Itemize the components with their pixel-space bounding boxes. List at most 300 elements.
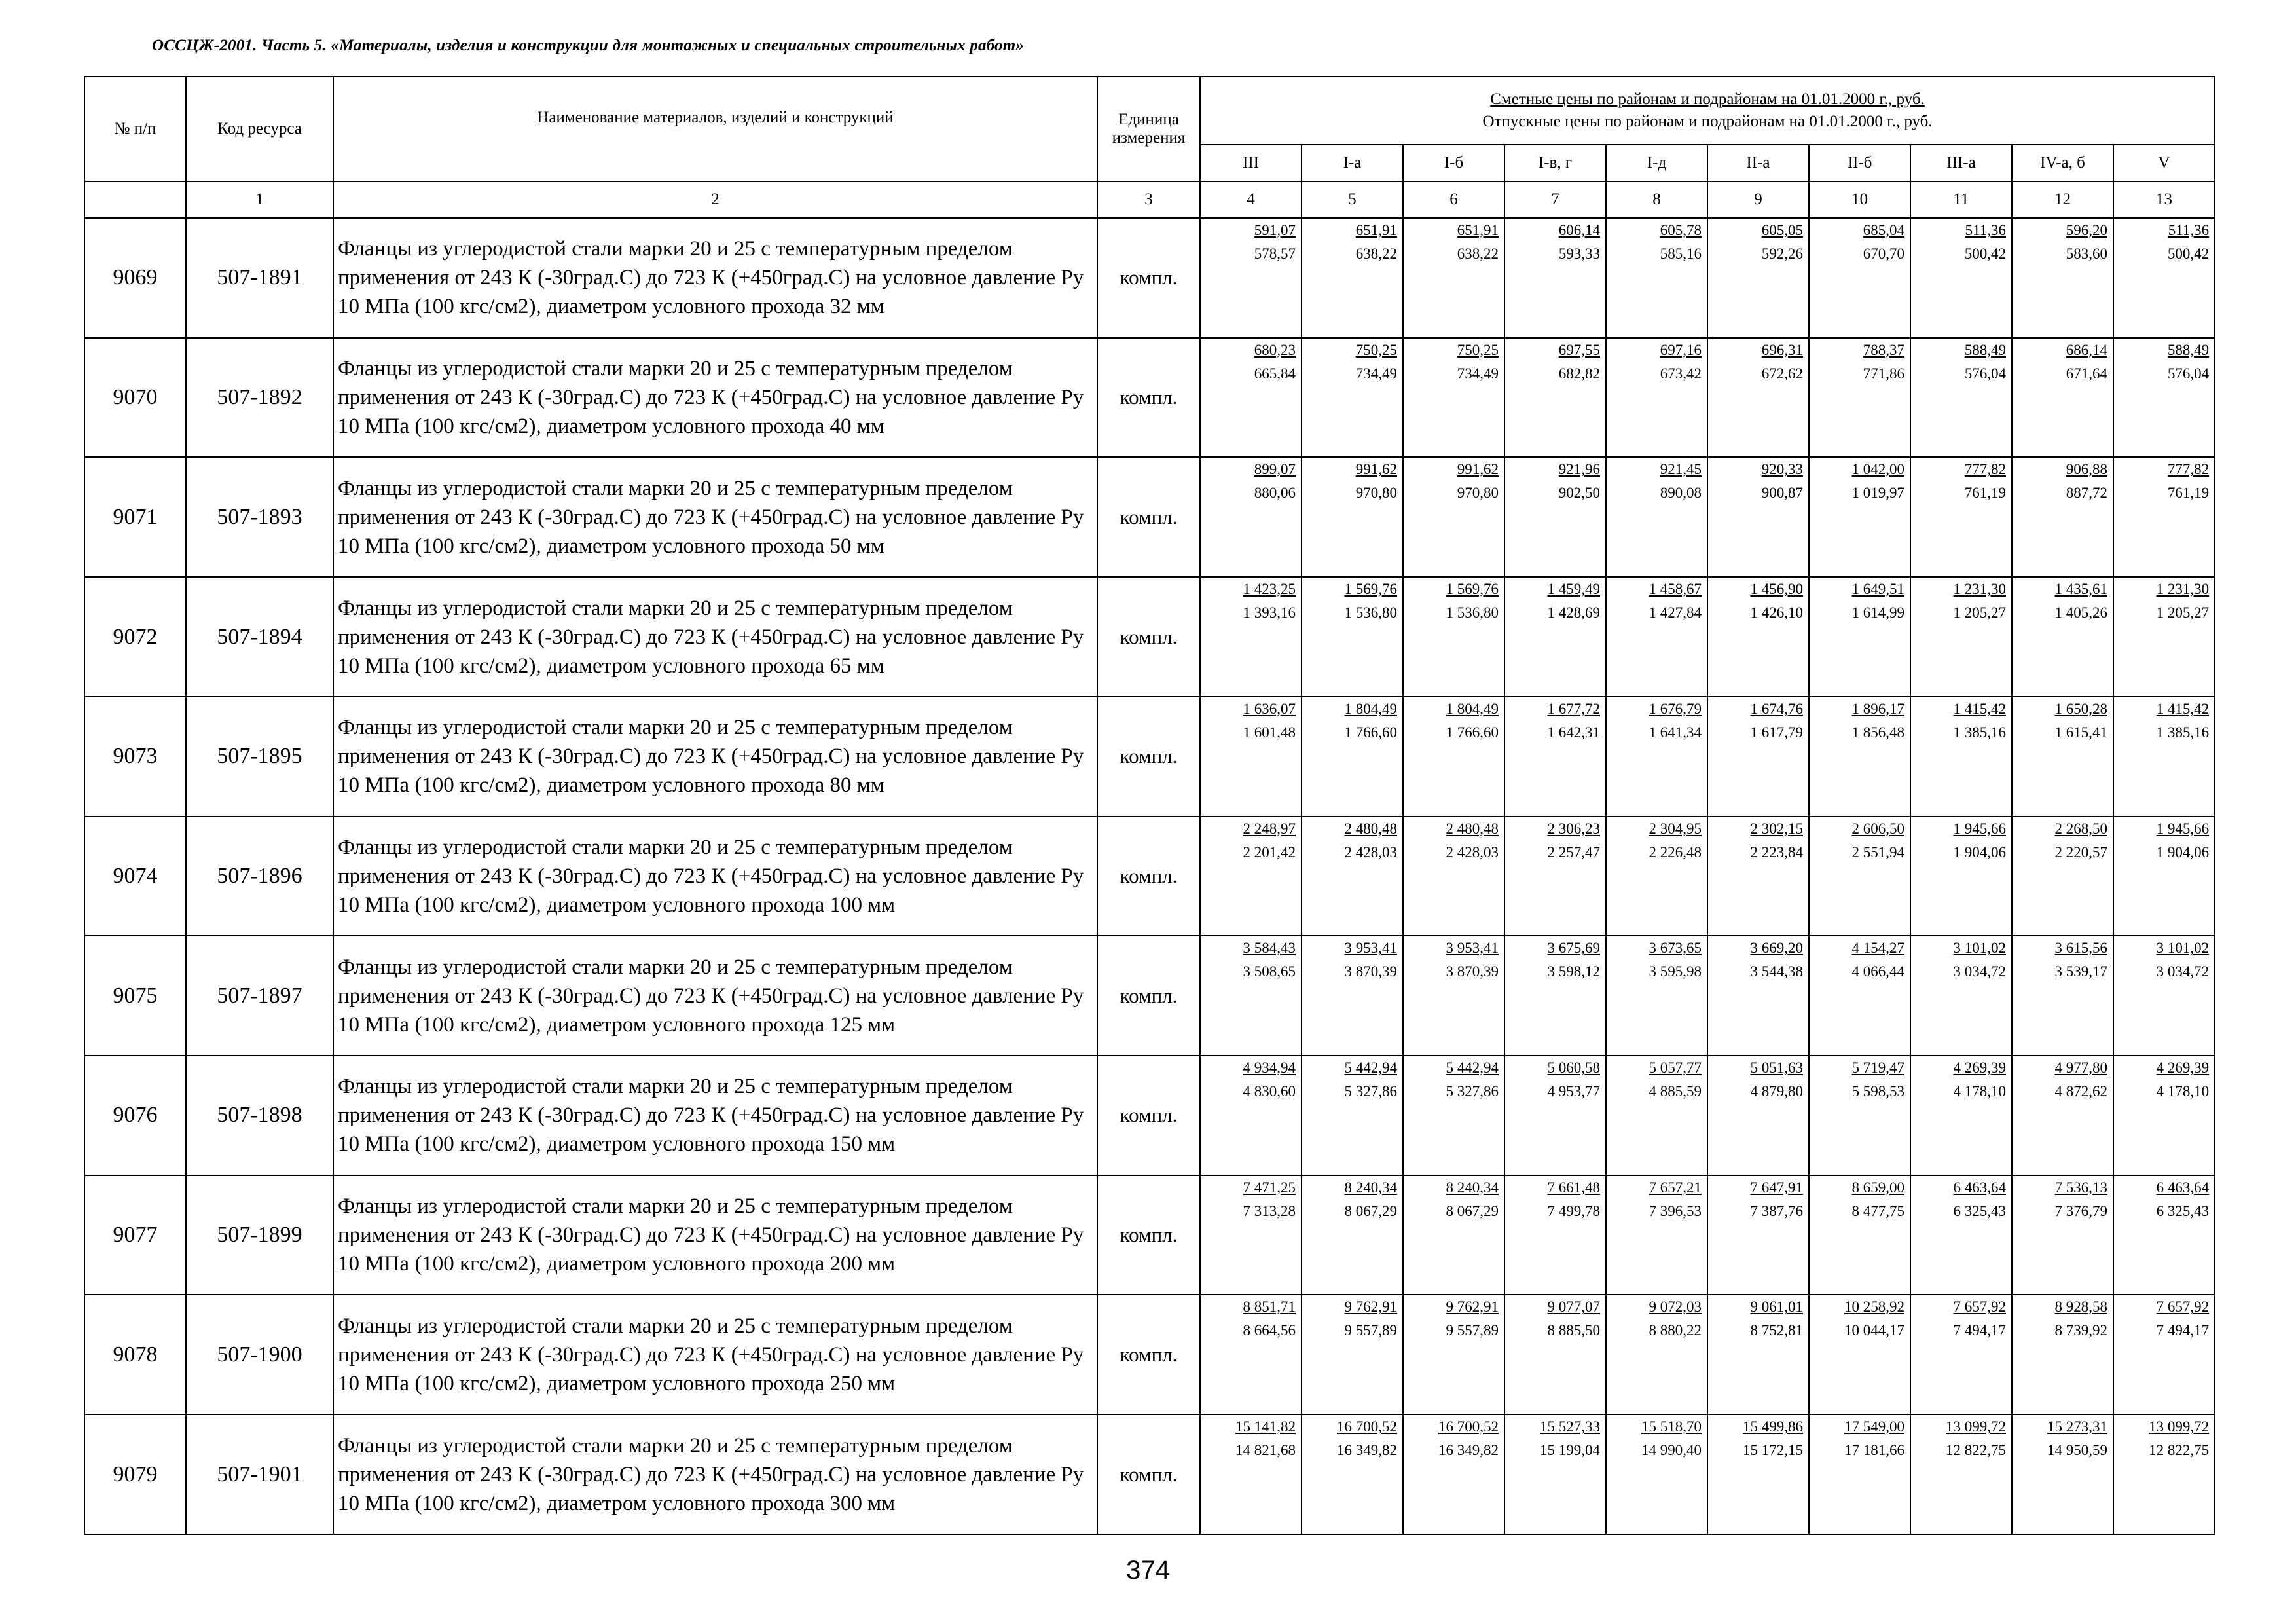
price-cell — [1403, 457, 1504, 577]
material-name: Фланцы из углеродистой стали марки 20 и 25 с температурным пределом применения от 243 К (-30град.С) до 723 К (+450град.С) на условное давление Ру 10 МПа (100 кгс/см2), диаметром условного прохода 80 мм — [333, 697, 1097, 817]
material-name: Фланцы из углеродистой стали марки 20 и 25 с температурным пределом применения от 243 К (-30град.С) до 723 К (+450град.С) на условное давление Ру 10 МПа (100 кгс/см2), диаметром условного прохода 200 мм — [333, 1175, 1097, 1295]
column-index: 6 — [1403, 181, 1504, 218]
column-index: 11 — [1910, 181, 2012, 218]
estimated-price: 15 499,86 — [1743, 1418, 1803, 1435]
material-name: Фланцы из углеродистой стали марки 20 и 25 с температурным пределом применения от 243 К (-30град.С) до 723 К (+450град.С) на условное давление Ру 10 МПа (100 кгс/см2), диаметром условного прохода 32 мм — [333, 218, 1097, 338]
resource-code: 507-1893 — [186, 457, 333, 577]
material-name: Фланцы из углеродистой стали марки 20 и 25 с температурным пределом применения от 243 К (-30град.С) до 723 К (+450град.С) на условное давление Ру 10 МПа (100 кгс/см2), диаметром условного прохода 250 мм — [333, 1295, 1097, 1414]
estimated-price: 1 415,42 — [1953, 700, 2006, 717]
estimated-price: 3 615,56 — [2054, 940, 2107, 957]
estimated-price: 788,37 — [1863, 341, 1904, 358]
estimated-price: 3 953,41 — [1344, 940, 1397, 957]
unit-of-measure: компл. — [1097, 817, 1200, 936]
release-price: 1 393,16 — [1243, 604, 1296, 621]
release-price: 8 067,29 — [1344, 1202, 1397, 1219]
release-price: 1 856,48 — [1851, 724, 1904, 741]
release-price: 1 385,16 — [2156, 724, 2210, 741]
price-cell — [2012, 936, 2113, 1056]
release-price: 2 551,94 — [1851, 843, 1904, 860]
header-unit: Единица измерения — [1097, 77, 1200, 181]
release-price: 578,57 — [1254, 246, 1296, 262]
release-price: 12 822,75 — [1946, 1442, 2006, 1459]
column-index: 9 — [1707, 181, 1809, 218]
price-cell — [1606, 1175, 1707, 1295]
estimated-price: 9 762,91 — [1446, 1299, 1499, 1316]
estimated-price: 1 945,66 — [1953, 820, 2006, 837]
estimated-price: 511,36 — [1965, 222, 2006, 238]
price-cell — [2113, 577, 2215, 697]
column-index: 8 — [1606, 181, 1707, 218]
estimated-price: 1 042,00 — [1851, 461, 1904, 478]
estimated-price: 1 649,51 — [1851, 581, 1904, 598]
estimated-price: 8 240,34 — [1344, 1179, 1397, 1196]
estimated-price: 1 674,76 — [1750, 700, 1803, 717]
price-cell — [1403, 1056, 1504, 1175]
price-cell — [1302, 577, 1403, 697]
price-cell — [1200, 817, 1302, 936]
price-cell — [1403, 1175, 1504, 1295]
material-name: Фланцы из углеродистой стали марки 20 и 25 с температурным пределом применения от 243 К (-30град.С) до 723 К (+450град.С) на условное давление Ру 10 МПа (100 кгс/см2), диаметром условного прохода 50 мм — [333, 457, 1097, 577]
unit-of-measure: компл. — [1097, 577, 1200, 697]
estimated-price: 16 700,52 — [1337, 1418, 1397, 1435]
release-price: 7 494,17 — [2156, 1322, 2210, 1339]
estimated-price: 777,82 — [1964, 461, 2006, 478]
price-cell — [1504, 697, 1606, 817]
release-price: 1 205,27 — [2156, 604, 2210, 621]
column-index: 12 — [2012, 181, 2113, 218]
release-price: 14 950,59 — [2047, 1442, 2107, 1459]
row-number: 9074 — [84, 817, 186, 936]
price-cell — [1302, 338, 1403, 458]
row-number: 9070 — [84, 338, 186, 458]
price-cell — [1200, 218, 1302, 338]
price-cell — [1606, 936, 1707, 1056]
price-cell — [1707, 1414, 1809, 1534]
price-cell — [1707, 1295, 1809, 1414]
price-cell — [1200, 1175, 1302, 1295]
price-cell — [1606, 697, 1707, 817]
price-cell — [1707, 218, 1809, 338]
resource-code: 507-1899 — [186, 1175, 333, 1295]
table-row — [84, 697, 2215, 817]
release-price: 16 349,82 — [1438, 1442, 1499, 1459]
release-price: 771,86 — [1863, 365, 1904, 382]
price-cell — [1403, 1414, 1504, 1534]
estimated-price: 15 518,70 — [1641, 1418, 1702, 1435]
estimated-price: 921,45 — [1660, 461, 1702, 478]
resource-code: 507-1894 — [186, 577, 333, 697]
table-row — [84, 1414, 2215, 1534]
estimated-price: 5 057,77 — [1649, 1060, 1702, 1077]
estimated-price: 5 442,94 — [1446, 1060, 1499, 1077]
release-price: 1 427,84 — [1649, 604, 1702, 621]
release-price: 880,06 — [1254, 485, 1296, 502]
release-price: 585,16 — [1660, 246, 1702, 262]
estimated-price: 13 099,72 — [1946, 1418, 2006, 1435]
estimated-price: 680,23 — [1254, 341, 1296, 358]
release-price: 576,04 — [1964, 365, 2006, 382]
price-cell — [2113, 1056, 2215, 1175]
release-price: 671,64 — [2066, 365, 2107, 382]
price-cell — [2012, 1056, 2113, 1175]
release-price: 3 598,12 — [1547, 963, 1600, 980]
release-price: 2 223,84 — [1750, 843, 1803, 860]
table-row — [84, 218, 2215, 338]
price-cell — [1910, 1175, 2012, 1295]
release-price: 4 178,10 — [1953, 1083, 2006, 1100]
price-cell — [1200, 1414, 1302, 1534]
price-cell — [1403, 697, 1504, 817]
release-price: 500,42 — [1964, 246, 2006, 262]
unit-of-measure: компл. — [1097, 936, 1200, 1056]
release-price: 7 387,76 — [1750, 1202, 1803, 1219]
estimated-price: 9 762,91 — [1344, 1299, 1397, 1316]
estimated-price: 1 435,61 — [2054, 581, 2107, 598]
price-cell — [1809, 697, 1910, 817]
price-cell — [2113, 338, 2215, 458]
price-cell — [1809, 1175, 1910, 1295]
header-name: Наименование материалов, изделий и конструкций — [333, 77, 1097, 181]
estimated-price: 6 463,64 — [2156, 1179, 2210, 1196]
release-price: 8 880,22 — [1649, 1322, 1702, 1339]
price-cell — [1606, 218, 1707, 338]
resource-code: 507-1891 — [186, 218, 333, 338]
estimated-price: 920,33 — [1761, 461, 1803, 478]
column-index: 10 — [1809, 181, 1910, 218]
price-cell — [2113, 457, 2215, 577]
estimated-price: 7 647,91 — [1750, 1179, 1803, 1196]
estimated-price: 3 101,02 — [2156, 940, 2210, 957]
estimated-price: 696,31 — [1761, 341, 1803, 358]
release-price: 4 066,44 — [1851, 963, 1904, 980]
release-price: 1 536,80 — [1446, 604, 1499, 621]
estimated-price: 588,49 — [1964, 341, 2006, 358]
price-cell — [1707, 1056, 1809, 1175]
price-cell — [1910, 338, 2012, 458]
row-number: 9072 — [84, 577, 186, 697]
release-price: 500,42 — [2167, 246, 2210, 262]
estimated-price: 3 584,43 — [1243, 940, 1296, 957]
price-cell — [2113, 1175, 2215, 1295]
row-number: 9075 — [84, 936, 186, 1056]
price-cell — [2113, 817, 2215, 936]
header-prices — [1200, 77, 2215, 145]
table-row — [84, 457, 2215, 577]
release-price: 2 220,57 — [2054, 843, 2107, 860]
estimated-price: 7 657,21 — [1649, 1179, 1702, 1196]
estimated-price: 3 669,20 — [1750, 940, 1803, 957]
estimated-price: 7 536,13 — [2054, 1179, 2107, 1196]
price-cell — [1200, 457, 1302, 577]
row-number: 9071 — [84, 457, 186, 577]
price-cell — [1302, 697, 1403, 817]
release-price: 887,72 — [2066, 485, 2107, 502]
price-cell — [1200, 1056, 1302, 1175]
price-cell — [1504, 457, 1606, 577]
estimated-price: 1 459,49 — [1547, 581, 1600, 598]
price-cell — [1200, 936, 1302, 1056]
price-cell — [1504, 1175, 1606, 1295]
price-cell — [2012, 338, 2113, 458]
table-row — [84, 817, 2215, 936]
release-price: 15 199,04 — [1540, 1442, 1600, 1459]
estimated-price: 1 804,49 — [1446, 700, 1499, 717]
estimated-price: 3 101,02 — [1953, 940, 2006, 957]
material-name: Фланцы из углеродистой стали марки 20 и 25 с температурным пределом применения от 243 К (-30град.С) до 723 К (+450град.С) на условное давление Ру 10 МПа (100 кгс/см2), диаметром условного прохода 65 мм — [333, 577, 1097, 697]
price-cell — [1504, 338, 1606, 458]
release-price: 4 830,60 — [1243, 1083, 1296, 1100]
release-price: 14 990,40 — [1641, 1442, 1702, 1459]
release-price: 970,80 — [1355, 485, 1397, 502]
release-price: 2 428,03 — [1344, 843, 1397, 860]
release-price: 576,04 — [2167, 365, 2210, 382]
release-price: 672,62 — [1761, 365, 1803, 382]
region-header: II-а — [1707, 145, 1809, 181]
unit-of-measure: компл. — [1097, 1056, 1200, 1175]
estimated-price: 1 456,90 — [1750, 581, 1803, 598]
price-table — [84, 76, 2215, 1535]
estimated-price: 750,25 — [1355, 341, 1397, 358]
estimated-price: 4 269,39 — [2156, 1060, 2210, 1077]
price-cell — [1606, 817, 1707, 936]
price-cell — [2113, 697, 2215, 817]
unit-of-measure: компл. — [1097, 697, 1200, 817]
estimated-price: 777,82 — [2167, 461, 2210, 478]
estimated-price: 906,88 — [2066, 461, 2107, 478]
release-price: 1 405,26 — [2054, 604, 2107, 621]
release-price: 1 641,34 — [1649, 724, 1702, 741]
row-number: 9078 — [84, 1295, 186, 1414]
release-price: 2 226,48 — [1649, 843, 1702, 860]
release-price: 1 428,69 — [1547, 604, 1600, 621]
release-price: 16 349,82 — [1337, 1442, 1397, 1459]
release-price: 8 752,81 — [1750, 1322, 1803, 1339]
region-header: V — [2113, 145, 2215, 181]
price-cell — [2012, 1295, 2113, 1414]
price-cell — [1200, 697, 1302, 817]
estimated-price: 3 675,69 — [1547, 940, 1600, 957]
column-index-row — [84, 181, 2215, 218]
release-price: 665,84 — [1254, 365, 1296, 382]
estimated-price: 2 480,48 — [1344, 820, 1397, 837]
release-price: 8 477,75 — [1851, 1202, 1904, 1219]
material-name: Фланцы из углеродистой стали марки 20 и 25 с температурным пределом применения от 243 К (-30град.С) до 723 К (+450град.С) на условное давление Ру 10 МПа (100 кгс/см2), диаметром условного прохода 125 мм — [333, 936, 1097, 1056]
price-cell — [2113, 936, 2215, 1056]
price-cell — [2012, 457, 2113, 577]
estimated-price: 4 269,39 — [1953, 1060, 2006, 1077]
estimated-price: 1 676,79 — [1649, 700, 1702, 717]
unit-of-measure: компл. — [1097, 218, 1200, 338]
release-price: 1 615,41 — [2054, 724, 2107, 741]
price-cell — [1403, 218, 1504, 338]
release-price: 4 178,10 — [2156, 1083, 2210, 1100]
release-price: 8 664,56 — [1243, 1322, 1296, 1339]
release-price: 3 870,39 — [1344, 963, 1397, 980]
release-price: 761,19 — [1964, 485, 2006, 502]
region-header: I-в, г — [1504, 145, 1606, 181]
unit-of-measure: компл. — [1097, 1414, 1200, 1534]
release-price: 17 181,66 — [1844, 1442, 1904, 1459]
column-index: 7 — [1504, 181, 1606, 218]
release-price: 1 536,80 — [1344, 604, 1397, 621]
estimated-price: 2 302,15 — [1750, 820, 1803, 837]
release-price: 4 885,59 — [1649, 1083, 1702, 1100]
page-header: ОССЦЖ-2001. Часть 5. «Материалы, изделия и конструкции для монтажных и специальных строительных работ» — [152, 37, 1025, 54]
region-header: I-а — [1302, 145, 1403, 181]
estimated-price: 1 650,28 — [2054, 700, 2107, 717]
price-cell — [1809, 1056, 1910, 1175]
estimated-price: 8 659,00 — [1851, 1179, 1904, 1196]
release-price: 8 067,29 — [1446, 1202, 1499, 1219]
estimated-price: 8 928,58 — [2054, 1299, 2107, 1316]
estimated-price: 605,78 — [1660, 222, 1702, 238]
price-cell — [1910, 1056, 2012, 1175]
price-cell — [1606, 1056, 1707, 1175]
release-price: 900,87 — [1761, 485, 1803, 502]
material-name: Фланцы из углеродистой стали марки 20 и 25 с температурным пределом применения от 243 К (-30град.С) до 723 К (+450град.С) на условное давление Ру 10 МПа (100 кгс/см2), диаметром условного прохода 300 мм — [333, 1414, 1097, 1534]
estimated-price: 8 851,71 — [1243, 1299, 1296, 1316]
table-row — [84, 1175, 2215, 1295]
table-body — [84, 218, 2215, 1534]
price-cell — [1302, 218, 1403, 338]
unit-of-measure: компл. — [1097, 338, 1200, 458]
row-number: 9076 — [84, 1056, 186, 1175]
price-cell — [1809, 1414, 1910, 1534]
price-cell — [1809, 936, 1910, 1056]
estimated-price: 17 549,00 — [1844, 1418, 1904, 1435]
material-name: Фланцы из углеродистой стали марки 20 и 25 с температурным пределом применения от 243 К (-30град.С) до 723 К (+450град.С) на условное давление Ру 10 МПа (100 кгс/см2), диаметром условного прохода 40 мм — [333, 338, 1097, 458]
price-cell — [1606, 457, 1707, 577]
table-row — [84, 1056, 2215, 1175]
resource-code: 507-1898 — [186, 1056, 333, 1175]
price-cell — [1910, 697, 2012, 817]
estimated-price: 5 719,47 — [1851, 1060, 1904, 1077]
estimated-price: 8 240,34 — [1446, 1179, 1499, 1196]
release-price: 1 601,48 — [1243, 724, 1296, 741]
release-price: 1 426,10 — [1750, 604, 1803, 621]
header-code: Код ресурса — [186, 77, 333, 181]
row-number: 9073 — [84, 697, 186, 817]
resource-code: 507-1897 — [186, 936, 333, 1056]
estimated-price: 588,49 — [2167, 341, 2210, 358]
release-price: 2 428,03 — [1446, 843, 1499, 860]
region-header: I-д — [1606, 145, 1707, 181]
price-cell — [1707, 577, 1809, 697]
estimated-price: 899,07 — [1254, 461, 1296, 478]
estimated-price: 651,91 — [1457, 222, 1499, 238]
row-number: 9079 — [84, 1414, 186, 1534]
release-price: 902,50 — [1558, 485, 1600, 502]
column-index: 5 — [1302, 181, 1403, 218]
page-number: 374 — [1126, 1556, 1170, 1585]
release-price: 6 325,43 — [2156, 1202, 2210, 1219]
table-row — [84, 577, 2215, 697]
price-cell — [1302, 817, 1403, 936]
release-price: 970,80 — [1457, 485, 1499, 502]
price-cell — [1302, 457, 1403, 577]
region-header: IV-а, б — [2012, 145, 2113, 181]
estimated-price: 7 657,92 — [1953, 1299, 2006, 1316]
release-price: 1 205,27 — [1953, 604, 2006, 621]
region-header: II-б — [1809, 145, 1910, 181]
release-price: 4 872,62 — [2054, 1083, 2107, 1100]
row-number: 9077 — [84, 1175, 186, 1295]
release-price: 7 396,53 — [1649, 1202, 1702, 1219]
estimated-price: 1 896,17 — [1851, 700, 1904, 717]
estimated-price: 4 977,80 — [2054, 1060, 2107, 1077]
table-row — [84, 936, 2215, 1056]
estimated-price: 7 661,48 — [1547, 1179, 1600, 1196]
estimated-price: 7 657,92 — [2156, 1299, 2210, 1316]
region-header: III-а — [1910, 145, 2012, 181]
estimated-price: 15 527,33 — [1540, 1418, 1600, 1435]
price-cell — [1707, 1175, 1809, 1295]
estimated-price: 15 273,31 — [2047, 1418, 2107, 1435]
price-cell — [1403, 577, 1504, 697]
price-cell — [1910, 1295, 2012, 1414]
release-price: 2 201,42 — [1243, 843, 1296, 860]
price-cell — [1910, 218, 2012, 338]
price-cell — [1910, 817, 2012, 936]
release-price: 734,49 — [1355, 365, 1397, 382]
price-cell — [1809, 1295, 1910, 1414]
price-cell — [2012, 577, 2113, 697]
price-cell — [1707, 457, 1809, 577]
price-cell — [1302, 1056, 1403, 1175]
price-cell — [1200, 338, 1302, 458]
release-price: 682,82 — [1558, 365, 1600, 382]
price-cell — [1707, 936, 1809, 1056]
release-price: 1 904,06 — [1953, 843, 2006, 860]
estimated-price: 1 569,76 — [1446, 581, 1499, 598]
price-cell — [1809, 577, 1910, 697]
release-price: 6 325,43 — [1953, 1202, 2006, 1219]
estimated-price: 686,14 — [2066, 341, 2107, 358]
column-index-empty — [84, 181, 186, 218]
release-price: 7 494,17 — [1953, 1322, 2006, 1339]
release-price: 8 885,50 — [1547, 1322, 1600, 1339]
price-cell — [1910, 457, 2012, 577]
estimated-price: 13 099,72 — [2149, 1418, 2210, 1435]
release-price: 3 034,72 — [2156, 963, 2210, 980]
estimated-price: 2 606,50 — [1851, 820, 1904, 837]
estimated-price: 5 060,58 — [1547, 1060, 1600, 1077]
estimated-price: 1 231,30 — [1953, 581, 2006, 598]
estimated-price: 1 636,07 — [1243, 700, 1296, 717]
price-cell — [1302, 936, 1403, 1056]
release-price: 1 385,16 — [1953, 724, 2006, 741]
column-index: 13 — [2113, 181, 2215, 218]
price-cell — [1504, 1414, 1606, 1534]
header-prices-release: Отпускные цены по районам и подрайонам на 01.01.2000 г., руб. — [1482, 113, 1933, 130]
estimated-price: 1 945,66 — [2156, 820, 2210, 837]
release-price: 12 822,75 — [2149, 1442, 2210, 1459]
release-price: 14 821,68 — [1235, 1442, 1296, 1459]
estimated-price: 9 077,07 — [1547, 1299, 1600, 1316]
estimated-price: 1 458,67 — [1649, 581, 1702, 598]
price-cell — [1302, 1175, 1403, 1295]
estimated-price: 5 051,63 — [1750, 1060, 1803, 1077]
release-price: 5 327,86 — [1446, 1083, 1499, 1100]
price-cell — [1504, 1056, 1606, 1175]
release-price: 3 034,72 — [1953, 963, 2006, 980]
estimated-price: 1 677,72 — [1547, 700, 1600, 717]
column-index: 4 — [1200, 181, 1302, 218]
release-price: 583,60 — [2066, 246, 2107, 262]
release-price: 1 642,31 — [1547, 724, 1600, 741]
price-cell — [1809, 218, 1910, 338]
release-price: 1 766,60 — [1344, 724, 1397, 741]
